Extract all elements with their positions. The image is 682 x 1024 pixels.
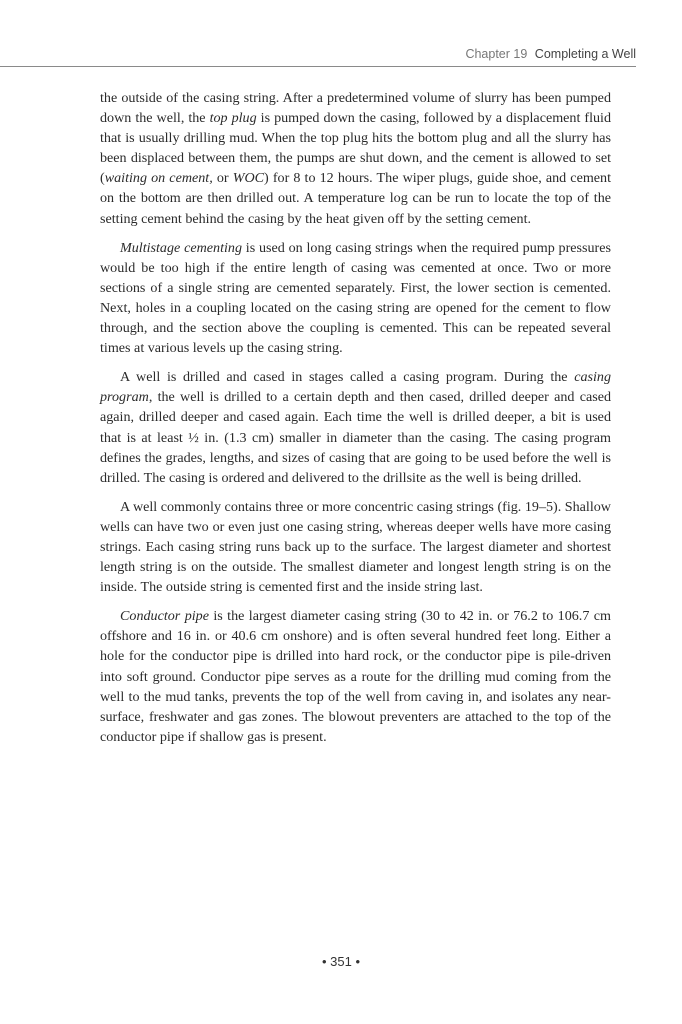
page-number: • 351 •	[321, 954, 361, 969]
italic-term: top plug	[209, 110, 257, 127]
italic-term: waiting on cement,	[104, 170, 213, 187]
body-text	[100, 88, 611, 756]
text-run: or	[212, 170, 233, 187]
text-run: the outside of the casing string. After a predetermined volume of slurry has been pumped down the well, the	[100, 90, 611, 127]
text-run: ) for 8 to 12 hours. The wiper plugs, guide shoe, and cement on the bottom are then drilled out. A temperature log can be run to locate the top of the setting cement behind the casing by the heat given off by the setting cement.	[100, 170, 611, 227]
text-run: is the largest diameter casing string (30 to 42 in. or 76.2 to 106.7 cm offshore and 16 in. or 40.6 cm onshore) and is often several hundred feet long. Either a hole for the conductor pipe is drilled into hard rock, or the conductor pipe is pile-driven into soft ground. Conductor pipe serves as a route for the drilling mud coming from the well to the mud tanks, prevents the top of the well from caving in, and isolates any near-surface, freshwater and gas zones. The blowout preventers are attached to the top of the conductor pipe if shallow gas is present.	[100, 608, 611, 745]
italic-term: casing program	[100, 369, 611, 406]
paragraph-5	[100, 606, 611, 747]
italic-term: Multistage cementing	[120, 239, 242, 256]
text-run: A well is drilled and cased in stages called a casing program. During the	[120, 369, 575, 386]
text-run: A well commonly contains three or more concentric casing strings (fig. 19–5). Shallow wells can have two or even just one casing string, whereas deeper wells have more casing strings. Each casing string runs back up to the surface. The largest diameter and shortest length string is on the outside. The smallest diameter and longest length string is on the inside. The outside string is cemented first and the inside string last.	[100, 498, 611, 596]
text-run: is used on long casing strings when the required pump pressures would be too high if the entire length of casing was cemented at once. Two or more sections of a single string are cemented separately. First, the lower section is cemented. Next, holes in a coupling located on the casing string are opened for the cement to flow through, and the section above the coupling is cemented. This can be repeated several times at various levels up the casing string.	[100, 239, 611, 357]
paragraph-2	[100, 238, 611, 359]
paragraph-1	[100, 88, 611, 229]
running-head-title: Completing a Well	[534, 47, 636, 61]
running-head-chapter: Chapter 19	[465, 47, 528, 61]
header-rule	[0, 66, 636, 67]
text-run: , the well is drilled to a certain depth and then cased, drilled deeper and cased again, drilled deeper and cased again. Each time the well is drilled deeper, a bit is used that is at least ½ in. (1.3 cm) smaller in diameter than the casing. The casing program defines the grades, lengths, and sizes of casing that are going to be used before the well is drilled. The casing is ordered and delivered to the drillsite as the well is being drilled.	[100, 389, 611, 486]
italic-term: Conductor pipe	[120, 608, 209, 625]
italic-term: WOC	[232, 170, 265, 187]
text-run: is pumped down the casing, followed by a displacement fluid that is usually drilling mud. When the top plug hits the bottom plug and all the slurry has been displaced between them, the pumps are shut down, and the cement is allowed to set (	[100, 110, 612, 187]
paragraph-3	[100, 367, 611, 488]
running-head	[465, 47, 636, 61]
paragraph-4	[100, 497, 611, 597]
